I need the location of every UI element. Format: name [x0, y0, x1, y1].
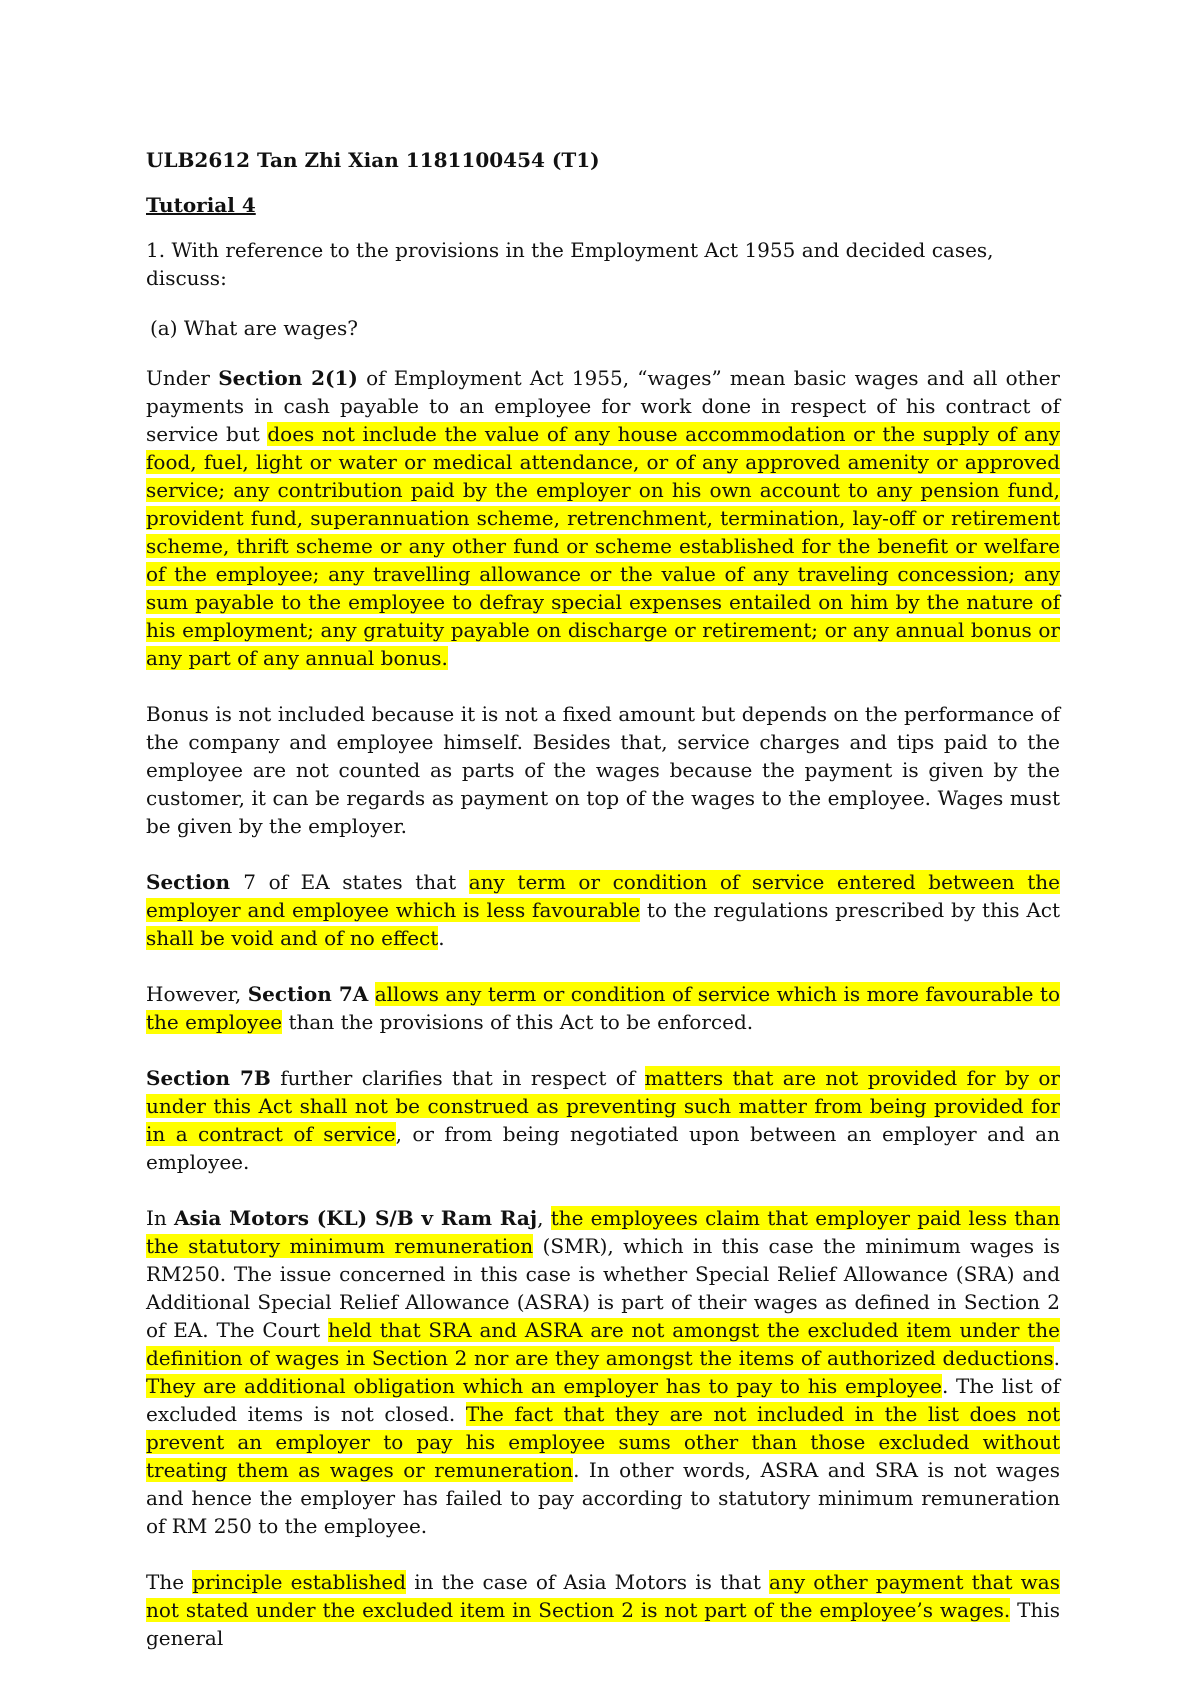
paragraph-wages-definition [146, 364, 1060, 672]
text-run: The [146, 1570, 193, 1594]
text-run: , or from being negotiated upon between an employer and an employee. [146, 1122, 1060, 1174]
text-run: . [438, 926, 445, 950]
question-1a: (a) What are wages? [150, 316, 358, 340]
highlighted-text: principle established [192, 1570, 407, 1594]
text-run: of Employment Act 1955, “wages” mean basic wages and all other payments in cash payable to an employee for work done in respect of his contract of service but [146, 366, 1060, 446]
text-run: to the regulations prescribed by this Act [640, 898, 1060, 922]
section-reference: Section 2(1) [218, 366, 358, 390]
highlighted-text: matters that are not provided for by or under this Act shall not be construed as preventing such matter from being provided for in a contract of service [146, 1066, 1060, 1146]
text-run: Under [146, 366, 219, 390]
highlighted-text: held that SRA and ASRA are not amongst the excluded item under the definition of wages in Section 2 nor are they amongst the items of authorized deductions [146, 1318, 1060, 1370]
text-run: . [1053, 1346, 1060, 1370]
text-run: in the case of Asia Motors is that [406, 1570, 770, 1594]
question-1: 1. With reference to the provisions in the Employment Act 1955 and decided cases, discuss: [146, 238, 994, 290]
section-reference: Section 7A [247, 982, 369, 1006]
text-run: . The list of excluded items is not closed. [146, 1374, 1060, 1426]
highlighted-text: They are additional obligation which an employer has to pay to his employee [146, 1374, 942, 1398]
text-run: Bonus is not included because it is not a fixed amount but depends on the performance of the company and employee himself. Besides that, service charges and tips paid to the employee are not counted as parts of the wages because the payment is given by the customer, it can be regards as payment on top of the wages to the employee. Wages must be given by the employer. [146, 702, 1060, 838]
highlighted-text: The fact that they are not included in the list does not prevent an employer to pay his employee sums other than those excluded without treating them as wages or remuneration [146, 1402, 1060, 1482]
highlighted-text: the employees claim that employer paid less than the statutory minimum remuneration [146, 1206, 1061, 1258]
paragraph-bonus [146, 700, 1060, 840]
text-run: However, [146, 982, 248, 1006]
tutorial-heading: Tutorial 4 [146, 193, 256, 217]
text-run: In [146, 1206, 174, 1230]
text-run: (SMR), which in this case the minimum wages is RM250. The issue concerned in this case is whether Special Relief Allowance (SRA) and Additional Special Relief Allowance (ASRA) is part of their wages as defined in Section 2 of EA. The Court [146, 1234, 1060, 1342]
section-reference: Section 7B [146, 1066, 271, 1090]
highlighted-text: any other payment that was not stated under the excluded item in Section 2 is not part of the employee’s wages. [146, 1570, 1060, 1622]
highlighted-text: shall be void and of no effect [146, 926, 439, 950]
document-title: ULB2612 Tan Zhi Xian 1181100454 (T1) [146, 148, 600, 172]
text-run: This general [146, 1598, 1060, 1650]
text-run: , [537, 1206, 551, 1230]
text-run: than the provisions of this Act to be enforced. [282, 1010, 754, 1034]
text-run [368, 982, 374, 1006]
highlighted-text: any term or condition of service entered between the employer and employee which is less favourable [146, 870, 1060, 922]
text-run: further clarifies that in respect of [270, 1066, 645, 1090]
paragraph-asia-motors-case [146, 1204, 1060, 1540]
case-name: Asia Motors (KL) S/B v Ram Raj [173, 1206, 538, 1230]
paragraph-section-7a [146, 980, 1060, 1036]
paragraph-section-7b [146, 1064, 1060, 1176]
paragraph-section-7 [146, 868, 1060, 952]
text-run: . In other words, ASRA and SRA is not wages and hence the employer has failed to pay according to statutory minimum remuneration of RM 250 to the employee. [146, 1458, 1060, 1538]
paragraph-principle [146, 1568, 1060, 1652]
document-body [146, 146, 1060, 1680]
text-run: 7 of EA states that [243, 870, 469, 894]
highlighted-text: does not include the value of any house accommodation or the supply of any food, fuel, light or water or medical attendance, or of any approved amenity or approved service; any contribution paid by the employer on his own account to any pension fund, provident fund, superannuation scheme, retrenchment, termination, lay-off or retirement scheme, thrift scheme or any other fund or scheme established for the benefit or welfare of the employee; any travelling allowance or the value of any traveling concession; any sum payable to the employee to defray special expenses entailed on him by the nature of his employment; any gratuity payable on discharge or retirement; or any annual bonus or any part of any annual bonus. [146, 422, 1061, 670]
highlighted-text: allows any term or condition of service which is more favourable to the employee [146, 982, 1061, 1034]
section-reference: Section [146, 870, 244, 894]
